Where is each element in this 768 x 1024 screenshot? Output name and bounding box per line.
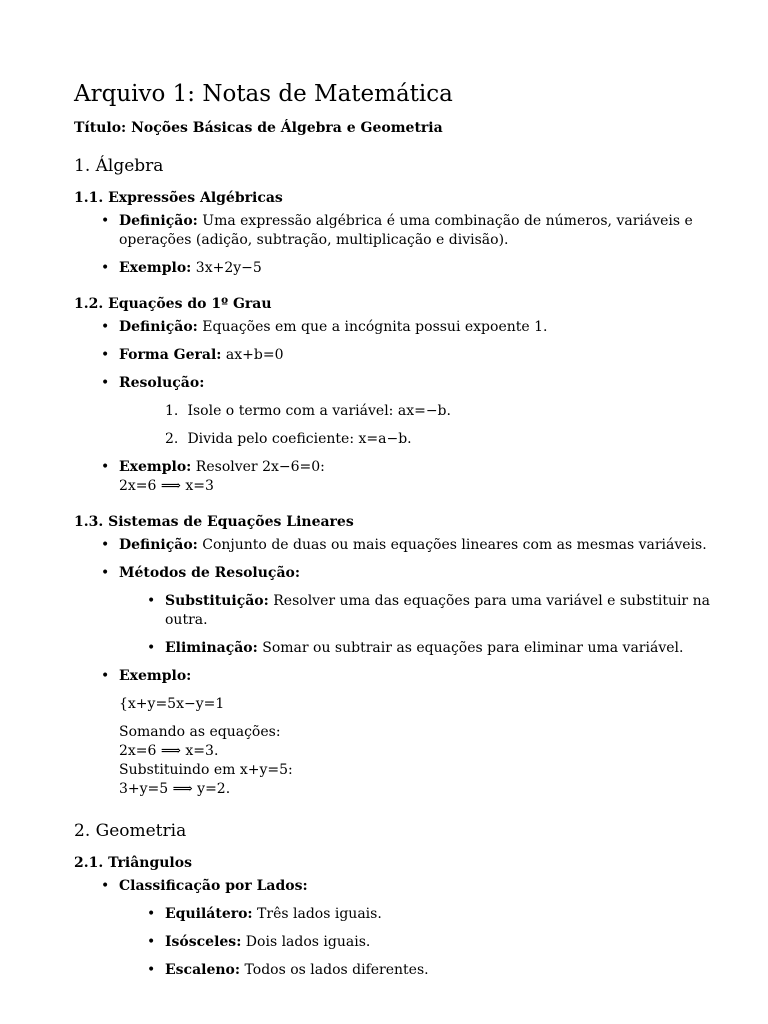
sublist-item-substitution bbox=[165, 592, 714, 630]
item-text: Resolver 2x−6=0: bbox=[191, 459, 325, 475]
list-item-general-form bbox=[119, 346, 714, 365]
item-label: Definição: bbox=[119, 213, 198, 229]
example-steps bbox=[119, 723, 714, 799]
item-label: Métodos de Resolução: bbox=[119, 565, 301, 581]
list-item-definition bbox=[119, 536, 714, 555]
expressions-list bbox=[74, 212, 714, 278]
item-text: Dois lados iguais. bbox=[241, 934, 371, 950]
example-line: 2x=6 ⟹ x=3. bbox=[119, 743, 219, 759]
step-number: 2. bbox=[165, 431, 179, 447]
document-subtitle: Título: Noções Básicas de Álgebra e Geometria bbox=[74, 120, 443, 136]
item-label: Escaleno: bbox=[165, 962, 241, 978]
document-page bbox=[74, 80, 714, 989]
section-heading-geometry: 2. Geometria bbox=[74, 821, 187, 841]
example-line: Somando as equações: bbox=[119, 724, 281, 740]
item-label: Definição: bbox=[119, 319, 198, 335]
list-item-definition bbox=[119, 318, 714, 337]
subsection-heading-expressions: 1.1. Expressões Algébricas bbox=[74, 190, 283, 206]
step-text: Isole o termo com a variável: ax=−b. bbox=[187, 403, 451, 419]
example-line: 3+y=5 ⟹ y=2. bbox=[119, 781, 231, 797]
triangles-list bbox=[74, 877, 714, 980]
sublist-item-scalene bbox=[165, 961, 714, 980]
item-label: Resolução: bbox=[119, 375, 205, 391]
item-label: Substituição: bbox=[165, 593, 269, 609]
list-item-resolution bbox=[119, 374, 714, 449]
item-label: Definição: bbox=[119, 537, 198, 553]
example-line: Substituindo em x+y=5: bbox=[119, 762, 293, 778]
step-item bbox=[165, 430, 714, 449]
item-label: Eliminação: bbox=[165, 640, 258, 656]
step-text: Divida pelo coeficiente: x=a−b. bbox=[187, 431, 412, 447]
document-title: Arquivo 1: Notas de Matemática bbox=[74, 81, 453, 107]
item-label: Forma Geral: bbox=[119, 347, 222, 363]
list-item-definition bbox=[119, 212, 714, 250]
item-text: Todos os lados diferentes. bbox=[240, 962, 429, 978]
item-text: Uma expressão algébrica é uma combinação de números, variáveis e operações (adição, subtração, multiplicação e divisão). bbox=[119, 213, 693, 248]
classification-sublist bbox=[119, 905, 714, 980]
item-text: Somar ou subtrair as equações para eliminar uma variável. bbox=[257, 640, 684, 656]
sublist-item-equilateral bbox=[165, 905, 714, 924]
methods-sublist bbox=[119, 592, 714, 658]
list-item-classification bbox=[119, 877, 714, 980]
list-item-methods bbox=[119, 564, 714, 658]
subsection-heading-first-degree: 1.2. Equações do 1º Grau bbox=[74, 296, 272, 312]
sublist-item-elimination bbox=[165, 639, 714, 658]
example-system: {x+y=5x−y=1 bbox=[119, 696, 225, 712]
first-degree-list bbox=[74, 318, 714, 496]
item-text: Três lados iguais. bbox=[252, 906, 382, 922]
list-item-example bbox=[119, 259, 714, 278]
resolution-steps bbox=[119, 402, 714, 449]
item-label: Isósceles: bbox=[165, 934, 242, 950]
item-text: Equações em que a incógnita possui expoente 1. bbox=[197, 319, 548, 335]
sublist-item-isosceles bbox=[165, 933, 714, 952]
item-text: Conjunto de duas ou mais equações lineares com as mesmas variáveis. bbox=[197, 537, 707, 553]
item-label: Equilátero: bbox=[165, 906, 253, 922]
list-item-example bbox=[119, 458, 714, 496]
item-text: 3x+2y−5 bbox=[191, 260, 262, 276]
linear-systems-list bbox=[74, 536, 714, 799]
item-label: Exemplo: bbox=[119, 260, 192, 276]
subsection-heading-linear-systems: 1.3. Sistemas de Equações Lineares bbox=[74, 514, 354, 530]
item-label: Exemplo: bbox=[119, 668, 192, 684]
step-number: 1. bbox=[165, 403, 179, 419]
subsection-heading-triangles: 2.1. Triângulos bbox=[74, 855, 192, 871]
item-label: Classificação por Lados: bbox=[119, 878, 308, 894]
example-solution: 2x=6 ⟹ x=3 bbox=[119, 478, 214, 494]
item-text: ax+b=0 bbox=[221, 347, 284, 363]
step-item bbox=[165, 402, 714, 421]
item-label: Exemplo: bbox=[119, 459, 192, 475]
section-heading-algebra: 1. Álgebra bbox=[74, 156, 164, 176]
item-text: Resolver uma das equações para uma variável e substituir na outra. bbox=[165, 593, 710, 628]
list-item-example bbox=[119, 667, 714, 799]
